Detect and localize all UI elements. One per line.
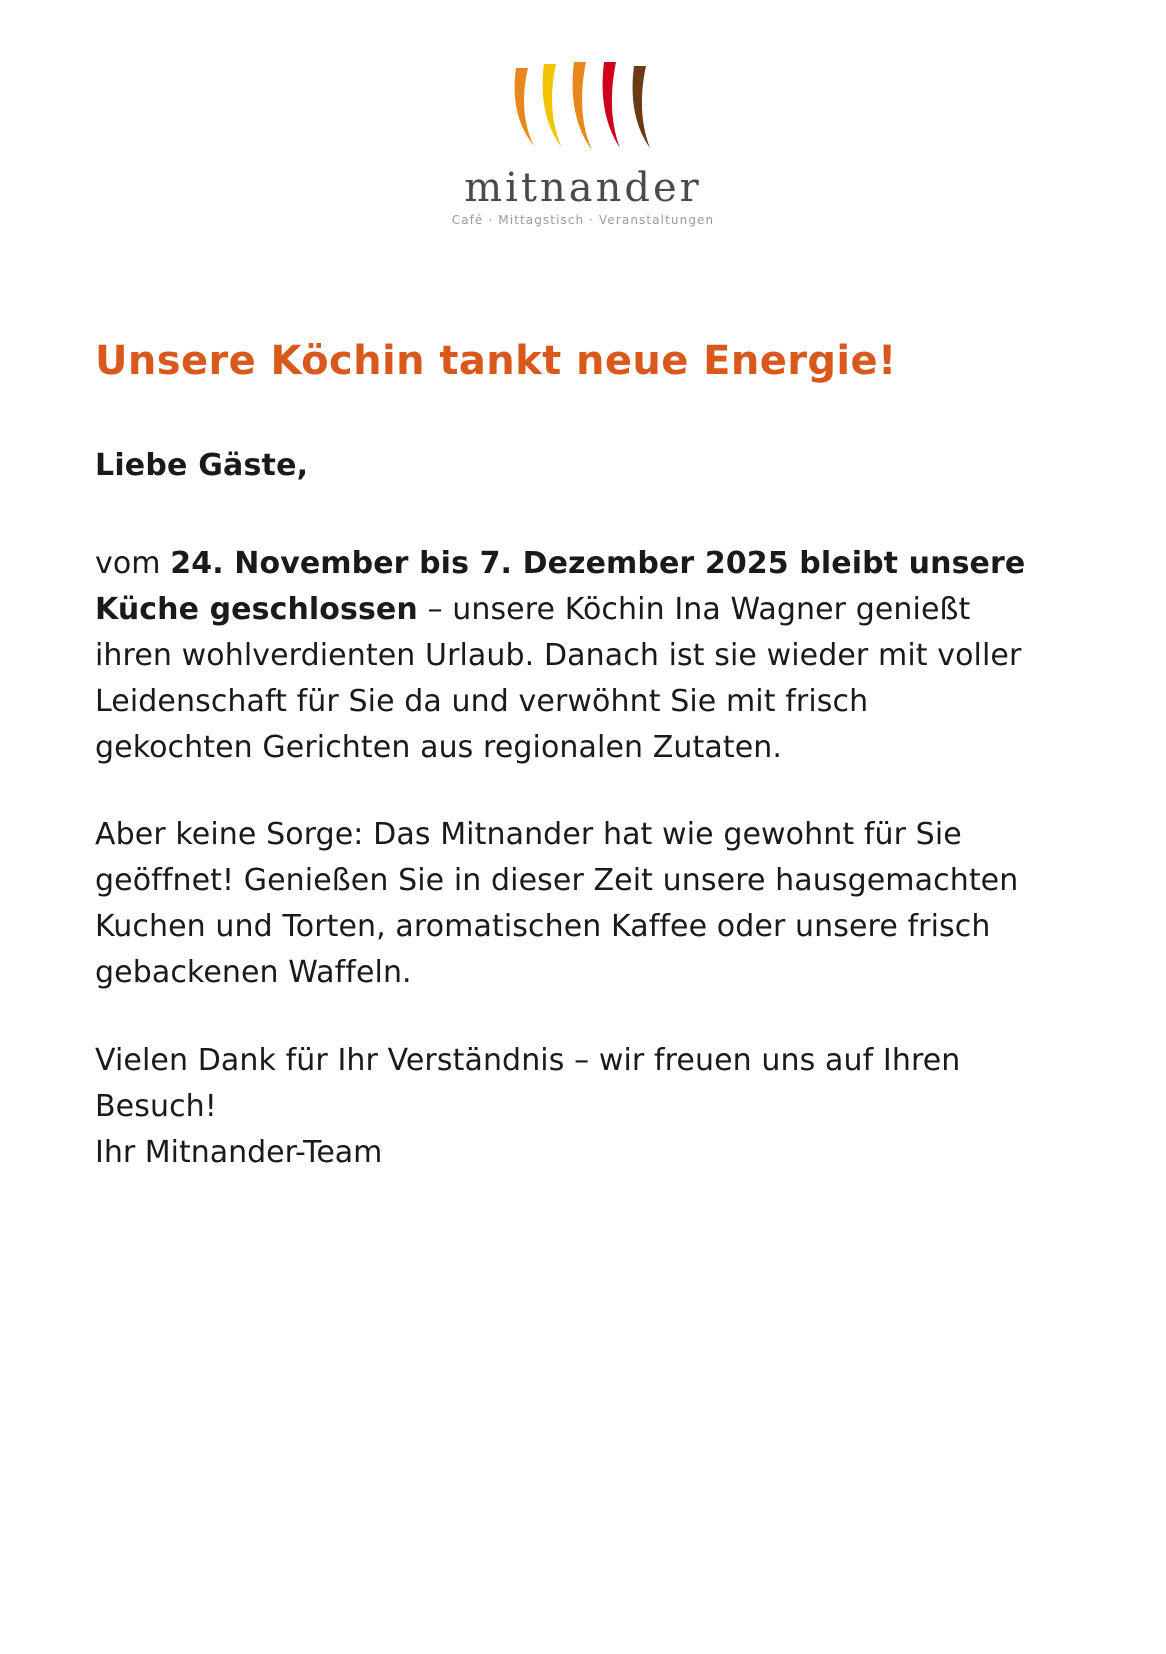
logo-wordmark: mitnander (464, 165, 702, 211)
body-text: Aber keine Sorge: Das Mitnander hat wie gewohnt für Sie geöffnet! Genießen Sie in dieser Zeit unsere hausgemachten Kuchen und Torten, aromatischen Kaffee oder unsere frisch gebackenen Waffeln. (95, 817, 1019, 991)
logo-block (0, 0, 1166, 226)
salutation: Liebe Gäste, (95, 448, 309, 483)
paragraph-open (95, 812, 1035, 996)
closing-signature: Ihr Mitnander-Team (95, 1134, 383, 1170)
body-text: – unsere Köchin Ina Wagner genießt ihren wohlverdienten Urlaub. Danach ist sie wieder mit voller Leidenschaft für Sie da und verwöhnt Sie mit frisch gekochten Gerichten aus regionalen Zutaten. (95, 591, 1022, 765)
paragraph-closure (95, 541, 1035, 770)
body-text: vom (95, 546, 171, 581)
page-title: Unsere Köchin tankt neue Energie! (95, 338, 897, 384)
logo-tagline: Café · Mittagstisch · Veranstaltungen (451, 213, 715, 227)
paragraph-thanks (95, 1038, 1035, 1130)
emphasis-text: 24. November bis 7. Dezember 2025 bleibt unsere Küche geschlossen (95, 546, 1026, 627)
mitnander-flame-logo-icon (478, 52, 688, 162)
body-text: Vielen Dank für Ihr Verständnis – wir freuen uns auf Ihren Besuch! (95, 1043, 961, 1124)
letter-content (0, 338, 1166, 1175)
paragraph-list (95, 541, 1071, 1130)
